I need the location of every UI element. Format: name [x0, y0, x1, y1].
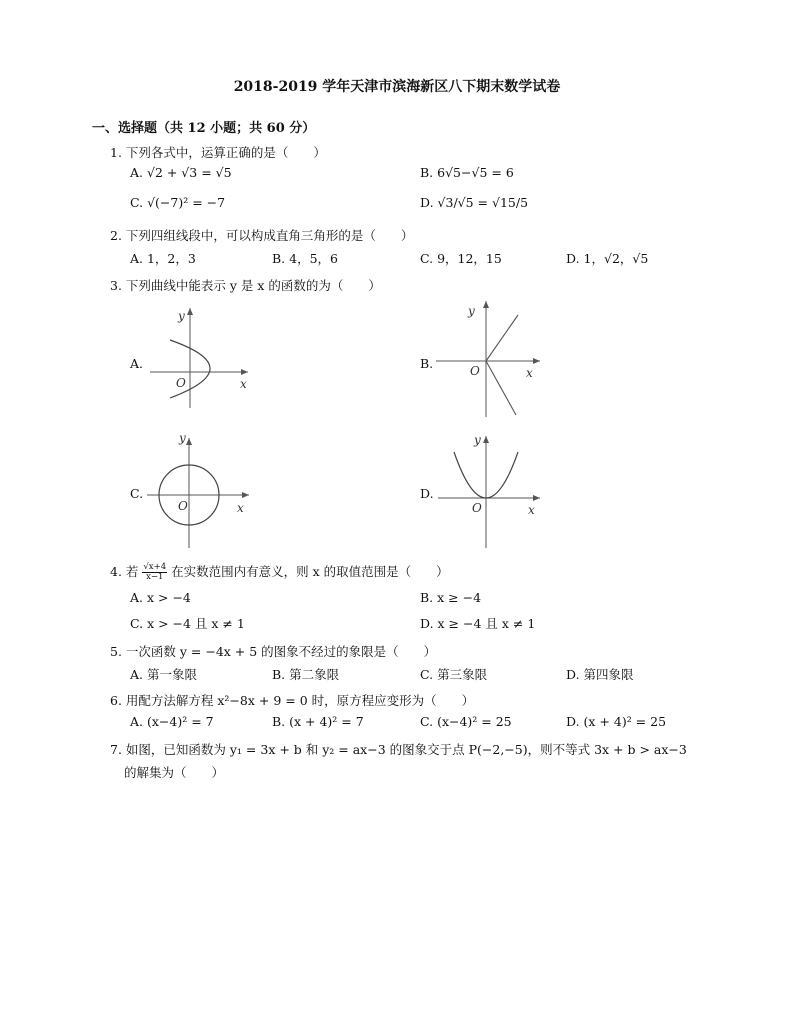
question-2-option-b[interactable]: B. 4，5，6 — [272, 251, 338, 266]
question-4-option-a[interactable]: A. x > −4 — [130, 590, 191, 605]
graph-d-y-label: y — [474, 433, 481, 447]
graph-b-y-label: y — [468, 304, 475, 318]
question-3-option-c[interactable]: C. — [130, 486, 144, 501]
question-6-option-b[interactable]: B. (x + 4)² = 7 — [272, 714, 364, 729]
graph-d-parabola — [430, 430, 545, 550]
question-2-option-c[interactable]: C. 9，12，15 — [420, 251, 502, 266]
graph-d-x-label: x — [528, 503, 535, 517]
question-4-stem-post: 在实数范围内有意义，则 x 的取值范围是（ ） — [171, 564, 449, 579]
question-4-fraction-denominator: x−1 — [146, 572, 164, 582]
question-2-stem: 2. 下列四组线段中，可以构成直角三角形的是（ ） — [110, 228, 414, 243]
question-2-option-a[interactable]: A. 1，2，3 — [130, 251, 196, 266]
graph-c-circle — [145, 430, 255, 550]
question-4-option-d[interactable]: D. x ≥ −4 且 x ≠ 1 — [420, 616, 536, 631]
page-title: 2018-2019 学年天津市滨海新区八下期末数学试卷 — [233, 79, 561, 95]
graph-b-x-label: x — [526, 366, 533, 380]
graph-d-origin-label: O — [472, 501, 482, 515]
question-1-option-a[interactable]: A. √2 + √3 = √5 — [130, 165, 232, 180]
question-1-option-b[interactable]: B. 6√5−√5 = 6 — [420, 165, 514, 180]
question-6-option-a[interactable]: A. (x−4)² = 7 — [130, 714, 214, 729]
question-5-option-a[interactable]: A. 第一象限 — [130, 667, 197, 682]
question-5-stem: 5. 一次函数 y = −4x + 5 的图象不经过的象限是（ ） — [110, 644, 437, 659]
graph-c-origin-label: O — [178, 499, 188, 513]
graph-a-sideways-parabola — [140, 300, 260, 410]
question-4-fraction — [142, 563, 167, 582]
question-5-option-c[interactable]: C. 第三象限 — [420, 667, 488, 682]
question-4-stem — [110, 562, 449, 582]
graph-c-y-label: y — [179, 431, 186, 445]
question-2-option-d[interactable]: D. 1，√2，√5 — [566, 251, 649, 266]
question-1-option-d[interactable]: D. √3/√5 = √15/5 — [420, 195, 529, 210]
question-5-option-b[interactable]: B. 第二象限 — [272, 667, 340, 682]
section-heading: 一、选择题（共 12 小题；共 60 分） — [92, 121, 316, 136]
question-6-option-c[interactable]: C. (x−4)² = 25 — [420, 714, 512, 729]
question-4-stem-pre: 4. 若 — [110, 564, 139, 579]
question-3-stem: 3. 下列曲线中能表示 y 是 x 的函数的为（ ） — [110, 278, 381, 293]
graph-c-x-label: x — [237, 501, 244, 515]
question-6-option-d[interactable]: D. (x + 4)² = 25 — [566, 714, 667, 729]
question-7-stem-line2: 的解集为（ ） — [124, 765, 225, 780]
question-4-fraction-numerator: √x+4 — [143, 562, 167, 572]
graph-b-origin-label: O — [470, 364, 480, 378]
question-3-option-d[interactable]: D. — [420, 486, 434, 501]
question-1-option-c[interactable]: C. √(−7)² = −7 — [130, 195, 226, 210]
question-1-stem: 1. 下列各式中，运算正确的是（ ） — [110, 145, 326, 160]
question-3-option-b[interactable]: B. — [420, 356, 434, 371]
question-5-option-d[interactable]: D. 第四象限 — [566, 667, 634, 682]
question-6-stem: 6. 用配方法解方程 x²−8x + 9 = 0 时，原方程应变形为（ ） — [110, 693, 475, 708]
question-4-option-c[interactable]: C. x > −4 且 x ≠ 1 — [130, 616, 245, 631]
question-3-option-a[interactable]: A. — [130, 356, 144, 371]
graph-a-y-label: y — [178, 309, 185, 323]
graph-a-origin-label: O — [176, 376, 186, 390]
question-7-stem: 7. 如图，已知函数为 y₁ = 3x + b 和 y₂ = ax−3 的图象交于点 P(−2,−5)，则不等式 3x + b > ax−3 — [110, 742, 687, 757]
graph-a-x-label: x — [240, 377, 247, 391]
question-4-option-b[interactable]: B. x ≥ −4 — [420, 590, 482, 605]
graph-b-two-rays — [430, 295, 545, 420]
